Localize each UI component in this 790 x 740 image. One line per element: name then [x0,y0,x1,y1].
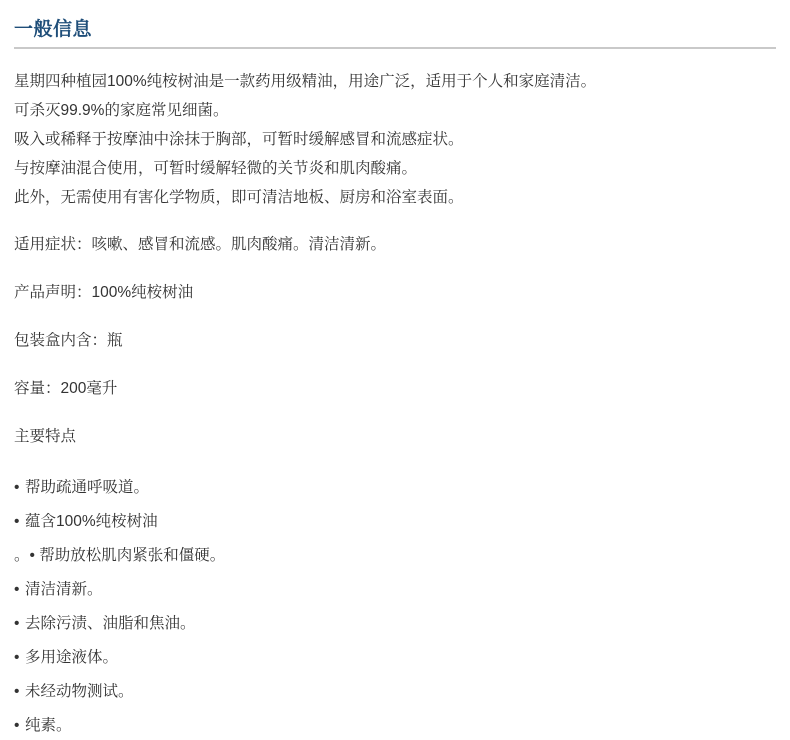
bullet-icon: • [14,649,20,666]
key-features-list [14,473,776,740]
product-claim-text: 产品声明：100%纯桉树油 [14,284,194,301]
bullet-icon: • [14,717,20,734]
description-line: 星期四种植园100%纯桉树油是一款药用级精油，用途广泛，适用于个人和家庭清洁。 [14,73,597,90]
bullet-icon: • [14,513,20,530]
list-item [14,507,776,536]
description-line: 与按摩油混合使用，可暂时缓解轻微的关节炎和肌肉酸痛。 [14,160,418,177]
list-item-label: 。• 帮助放松肌肉紧张和僵硬。 [14,547,226,564]
description-paragraph [14,67,776,212]
list-item [14,575,776,604]
title-divider [14,47,776,49]
list-item-label: 去除污渍、油脂和焦油。 [25,615,196,632]
bullet-icon: • [14,479,20,496]
box-contents-text: 包装盒内含：瓶 [14,332,123,349]
list-item-label: 未经动物测试。 [25,683,134,700]
bullet-icon: • [14,615,20,632]
volume-text: 容量：200毫升 [14,380,118,397]
bullet-icon: • [14,683,20,700]
list-item [14,677,776,706]
list-item-label: 清洁清新。 [25,581,103,598]
list-item-label: 蕴含100%纯桉树油 [25,513,158,530]
list-item-label: 多用途液体。 [25,649,119,666]
description-line: 此外，无需使用有害化学物质，即可清洁地板、厨房和浴室表面。 [14,189,464,206]
indications-text: 适用症状：咳嗽、感冒和流感。肌肉酸痛。清洁清新。 [14,236,387,253]
description-line: 吸入或稀释于按摩油中涂抹于胸部，可暂时缓解感冒和流感症状。 [14,131,464,148]
list-item-label: 纯素。 [25,717,72,734]
description-line: 可杀灭99.9%的家庭常见细菌。 [14,102,229,119]
key-features-heading: 主要特点 [14,428,77,445]
list-item [14,711,776,740]
bullet-icon: • [14,581,20,598]
list-item [14,473,776,502]
list-item-label: 帮助疏通呼吸道。 [25,479,150,496]
list-item [14,643,776,672]
list-item [14,609,776,638]
page-title: 一般信息 [14,19,93,40]
list-item [14,541,776,570]
